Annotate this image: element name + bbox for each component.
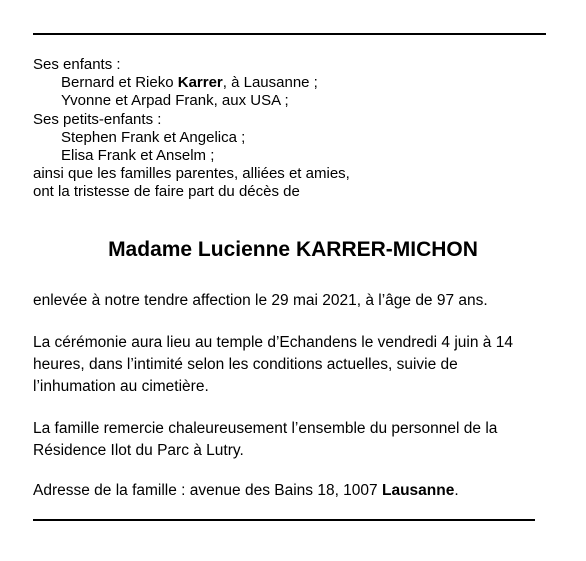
child-1-surname: Karrer [177,74,223,92]
child-entry-1 [33,74,553,92]
child-1-place: , à Lausanne ; [222,74,318,92]
address-city: Lausanne [381,482,455,499]
address-end: . [454,482,459,499]
address-text: Adresse de la famille : avenue des Bains 18, 1007 [33,482,382,499]
children-label: Ses enfants : [33,56,121,73]
grandchild-entry-2: Elisa Frank et Anselm ; [61,147,215,165]
deceased-name: Madame Lucienne KARRER-MICHON [108,238,478,261]
family-list [33,56,553,202]
top-divider [33,33,546,35]
bottom-divider [33,519,535,521]
family-address-paragraph [33,480,533,502]
grandchildren-label: Ses petits-enfants : [33,110,162,128]
child-1-names: Bernard et Rieko [61,74,178,92]
date-of-death-paragraph: enlevée à notre tendre affection le 29 mai 2021, à l’âge de 97 ans. [33,292,488,309]
grandchild-entry-1: Stephen Frank et Angelica ; [61,128,246,146]
thanks-paragraph: La famille remercie chaleureusement l’ensemble du personnel de la Résidence Ilot du Parc à Lutry. [33,420,498,459]
child-entry-2: Yvonne et Arpad Frank, aux USA ; [61,92,289,110]
families-line: ainsi que les familles parentes, alliées et amies, [33,165,350,183]
announcement-line: ont la tristesse de faire part du décès de [33,183,300,201]
ceremony-paragraph: La cérémonie aura lieu au temple d’Echandens le vendredi 4 juin à 14 heures, dans l’intimité selon les conditions actuelles, suivie de l’inhumation au cimetière. [33,334,513,395]
